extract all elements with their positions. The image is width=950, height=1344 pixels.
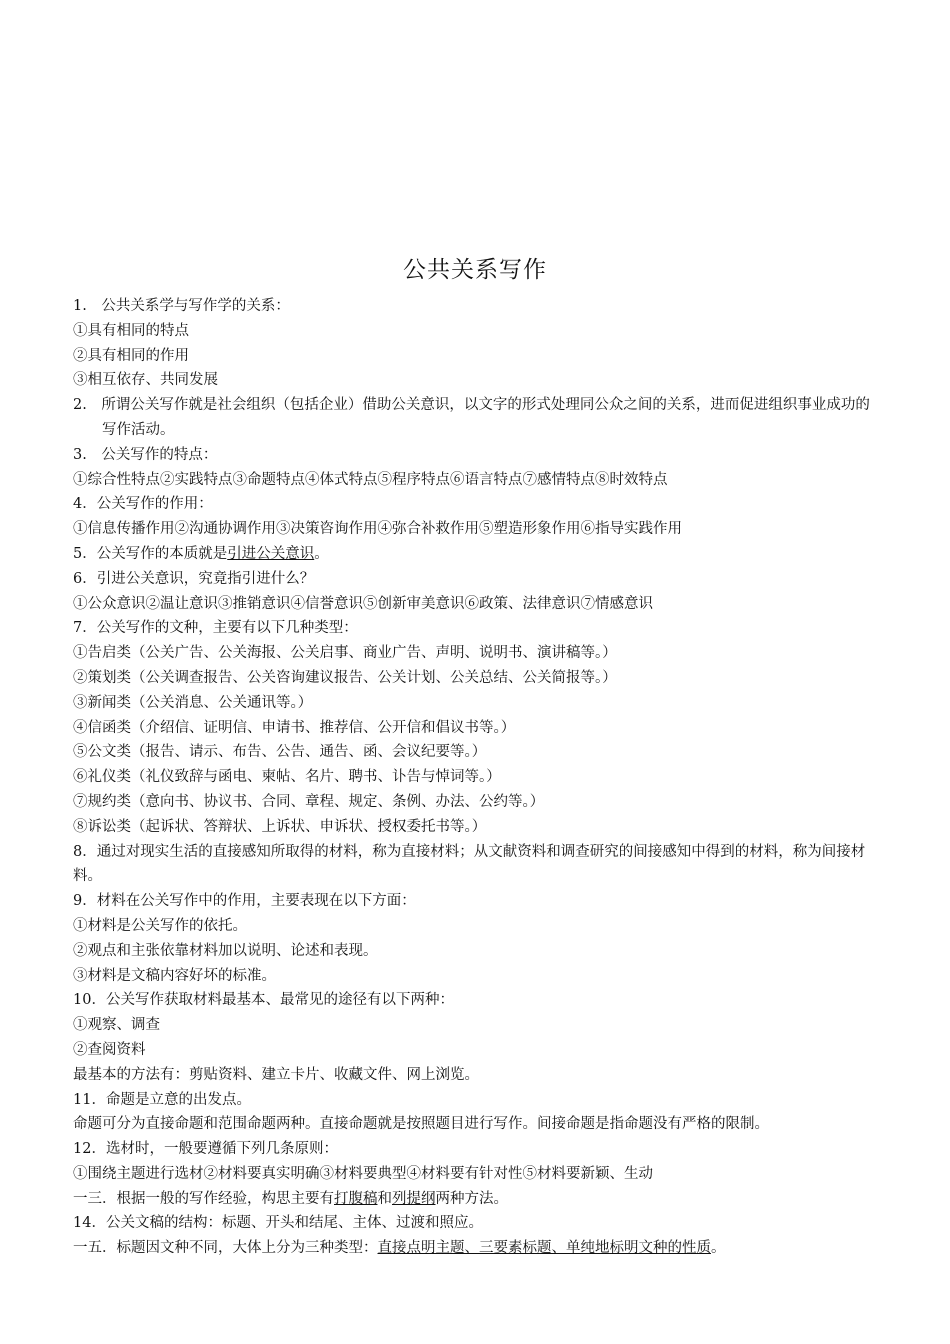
paragraph: 11．命题是立意的出发点。 bbox=[73, 1091, 251, 1108]
list-item: ⑦规约类（意向书、协议书、合同、章程、规定、条例、办法、公约等。） bbox=[73, 793, 545, 810]
list-item: ②观点和主张依靠材料加以说明、论述和表现。 bbox=[73, 942, 378, 959]
paragraph: 7．公关写作的文种，主要有以下几种类型： bbox=[73, 620, 358, 637]
text-run: 5．公关写作的本质就是 bbox=[73, 545, 228, 562]
paragraph bbox=[73, 542, 883, 567]
list-item: ①信息传播作用②沟通协调作用③决策咨询作用④弥合补救作用⑤塑造形象作用⑥指导实践作用 bbox=[73, 521, 682, 538]
text-run: 两种方法。 bbox=[435, 1190, 508, 1207]
text-run: 和 bbox=[377, 1190, 392, 1207]
underlined-term: 打腹稿 bbox=[334, 1190, 378, 1207]
paragraph: 1. 公共关系学与写作学的关系： bbox=[73, 298, 290, 314]
list-item: ①告启类（公关广告、公关海报、公关启事、商业广告、声明、说明书、演讲稿等。） bbox=[73, 645, 617, 662]
paragraph: 10．公关写作获取材料最基本、最常见的途径有以下两种： bbox=[73, 992, 454, 1009]
list-item: ⑤公文类（报告、请示、布告、公告、通告、函、会议纪要等。） bbox=[73, 744, 487, 761]
list-item: ①公众意识②温让意识③推销意识④信誉意识⑤创新审美意识⑥政策、法律意识⑦情感意识 bbox=[73, 595, 653, 612]
list-item: ③相互依存、共同发展 bbox=[73, 372, 218, 389]
list-item: ①材料是公关写作的依托。 bbox=[73, 917, 247, 934]
paragraph: 4．公关写作的作用： bbox=[73, 496, 213, 513]
list-item: ①围绕主题进行选材②材料要真实明确③材料要典型④材料要有针对性⑤材料要新颖、生动 bbox=[73, 1165, 653, 1182]
list-item: ③新闻类（公关消息、公关通讯等。） bbox=[73, 694, 313, 711]
text-run: 。 bbox=[314, 545, 329, 562]
paragraph: 6．引进公关意识，究竟指引进什么？ bbox=[73, 570, 315, 587]
paragraph: 最基本的方法有：剪贴资料、建立卡片、收藏文件、网上浏览。 bbox=[73, 1066, 479, 1083]
underlined-term: 列提纲 bbox=[392, 1190, 436, 1207]
paragraph: 14．公关文稿的结构：标题、开头和结尾、主体、过渡和照应。 bbox=[73, 1215, 483, 1232]
document-body bbox=[73, 294, 883, 1261]
list-item: ②策划类（公关调查报告、公关咨询建议报告、公关计划、公关总结、公关简报等。） bbox=[73, 669, 617, 686]
paragraph bbox=[73, 1187, 883, 1212]
underlined-term: 直接点明主题、三要素标题、单纯地标明文种的性质 bbox=[377, 1240, 711, 1257]
paragraph bbox=[73, 1236, 883, 1261]
paragraph: 2. 所谓公关写作就是社会组织（包括企业）借助公关意识，以文字的形式处理同公众之间的关系，进而促进组织事业成功的写作活动。 bbox=[73, 397, 870, 438]
list-item: ①观察、调查 bbox=[73, 1017, 160, 1034]
paragraph: 9．材料在公关写作中的作用，主要表现在以下方面： bbox=[73, 893, 416, 910]
paragraph: 12．选材时，一般要遵循下列几条原则： bbox=[73, 1141, 338, 1158]
list-item: ①综合性特点②实践特点③命题特点④体式特点⑤程序特点⑥语言特点⑦感情特点⑧时效特点 bbox=[73, 471, 668, 488]
document-title: 公共关系写作 bbox=[403, 257, 547, 283]
list-item: ⑥礼仪类（礼仪致辞与函电、柬帖、名片、聘书、讣告与悼词等。） bbox=[73, 769, 501, 786]
text-run: 一五．标题因文种不同，大体上分为三种类型： bbox=[73, 1240, 378, 1257]
list-item: ③材料是文稿内容好坏的标准。 bbox=[73, 967, 276, 984]
list-item: ⑧诉讼类（起诉状、答辩状、上诉状、申诉状、授权委托书等。） bbox=[73, 818, 487, 835]
paragraph: 命题可分为直接命题和范围命题两种。直接命题就是按照题目进行写作。间接命题是指命题没有严格的限制。 bbox=[73, 1116, 769, 1133]
text-run: 一三．根据一般的写作经验，构思主要有 bbox=[73, 1190, 334, 1207]
underlined-term: 引进公关意识 bbox=[227, 545, 315, 562]
list-item: ①具有相同的特点 bbox=[73, 322, 189, 339]
list-item: ②查阅资料 bbox=[73, 1041, 146, 1058]
paragraph: 3. 公关写作的特点： bbox=[73, 446, 218, 463]
text-run: 。 bbox=[711, 1240, 726, 1257]
list-item: ②具有相同的作用 bbox=[73, 347, 189, 364]
paragraph: 8．通过对现实生活的直接感知所取得的材料，称为直接材料；从文献资料和调查研究的间接感知中得到的材料，称为间接材料。 bbox=[73, 843, 866, 885]
list-item: ④信函类（介绍信、证明信、申请书、推荐信、公开信和倡议书等。） bbox=[73, 719, 516, 736]
